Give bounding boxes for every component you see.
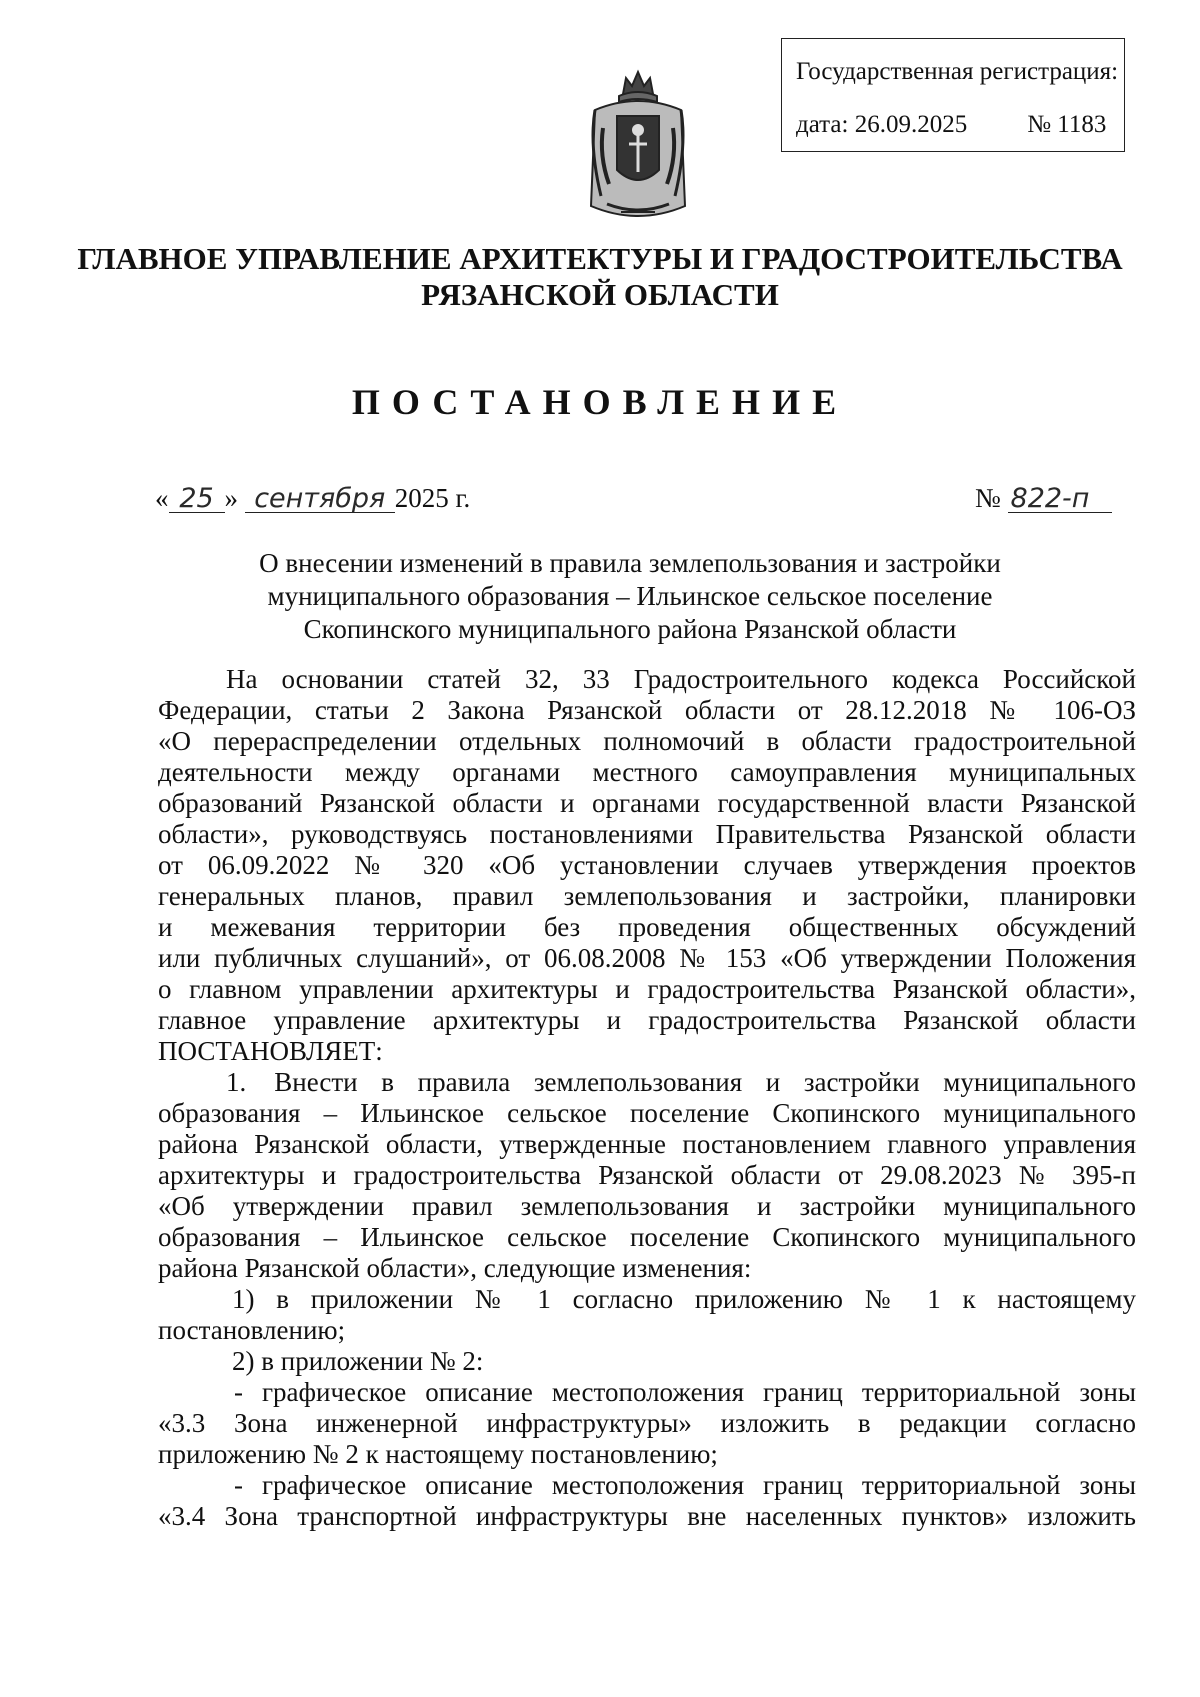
preamble-line: «О перераспределении отдельных полномочий в области градостроительной (158, 726, 1136, 756)
preamble-line: генеральных планов, правил землепользования и застройки, планировки (158, 881, 1136, 911)
handwritten-day: 25 (169, 485, 225, 513)
preamble-line: или публичных слушаний», от 06.08.2008 № 153 «Об утверждении Положения (158, 943, 1136, 973)
dash-item-1-line: - графическое описание местоположения границ территориальной зоны (234, 1377, 1136, 1407)
number-prefix: № (975, 483, 1001, 513)
date-close-quote: » (224, 483, 238, 513)
preamble-line: области», руководствуясь постановлениями Правительства Рязанской области (158, 819, 1136, 849)
registration-number: № 1183 (1027, 111, 1107, 138)
preamble-line: образований Рязанской области и органами государственной власти Рязанской (158, 788, 1136, 818)
preamble-line: от 06.09.2022 № 320 «Об установлении случаев утверждения проектов (158, 850, 1136, 880)
subject-line: Скопинского муниципального района Рязанской области (303, 614, 957, 644)
handwritten-number: 822-п (1008, 485, 1112, 513)
item-1-first-line (158, 1067, 1136, 1098)
item-1-line: района Рязанской области, утвержденные постановлением главного управления (158, 1129, 1136, 1159)
subitem-1-line: постановлению; (158, 1315, 346, 1345)
subitem-2-line: 2) в приложении № 2: (232, 1346, 484, 1376)
document-date (155, 485, 470, 513)
registration-date: дата: 26.09.2025 (796, 111, 968, 138)
preamble-line: главное управление архитектуры и градостроительства Рязанской области (158, 1005, 1136, 1035)
preamble-line: деятельности между органами местного самоуправления муниципальных (158, 757, 1136, 787)
preamble-line: На основании статей 32, 33 Градостроительного кодекса Российской (226, 664, 1136, 694)
item-1-line: архитектуры и градостроительства Рязанской области от 29.08.2023 № 395-п (158, 1160, 1136, 1190)
subject-line: муниципального образования – Ильинское сельское поселение (267, 581, 993, 611)
document-number (975, 485, 1112, 513)
item-1-line: района Рязанской области», следующие изменения: (158, 1253, 752, 1283)
date-open-quote: « (155, 483, 169, 513)
document-subject (150, 547, 1110, 646)
coat-of-arms-emblem (581, 66, 695, 226)
dash-item-2-line: - графическое описание местоположения границ территориальной зоны (234, 1470, 1136, 1500)
preamble-line: Федерации, статьи 2 Закона Рязанской области от 28.12.2018 № 106-ОЗ (158, 695, 1136, 725)
item-1-line: образования – Ильинское сельское поселение Скопинского муниципального (158, 1222, 1136, 1252)
item-1-text: Внести в правила землепользования и застройки муниципального (274, 1067, 1136, 1097)
date-year: 2025 г. (394, 483, 471, 513)
document-body (158, 664, 1136, 1532)
item-1-line: «Об утверждении правил землепользования и застройки муниципального (158, 1191, 1136, 1221)
preamble-line: и межевания территории без проведения общественных обсуждений (158, 912, 1136, 942)
dash-item-2-line: «3.4 Зона транспортной инфраструктуры вне населенных пунктов» изложить (158, 1501, 1136, 1531)
registration-title: Государственная регистрация: (796, 58, 1119, 85)
organization-name-line2: РЯЗАНСКОЙ ОБЛАСТИ (421, 277, 779, 312)
dash-item-1-line: «3.3 Зона инженерной инфраструктуры» изложить в редакции согласно (158, 1408, 1136, 1438)
dash-item-1-line: приложению № 2 к настоящему постановлению; (158, 1439, 718, 1469)
item-1-line: образования – Ильинское сельское поселение Скопинского муниципального (158, 1098, 1136, 1128)
registration-stamp (781, 38, 1125, 152)
registration-details (796, 112, 1124, 137)
document-type-title: ПОСТАНОВЛЕНИЕ (351, 382, 849, 422)
subject-line: О внесении изменений в правила землепользования и застройки (259, 548, 1001, 578)
subitem-1-line: 1) в приложении № 1 согласно приложению № 1 к настоящему (232, 1284, 1136, 1314)
preamble-line: о главном управлении архитектуры и градостроительства Рязанской области», (158, 974, 1136, 1004)
organization-name-line1: ГЛАВНОЕ УПРАВЛЕНИЕ АРХИТЕКТУРЫ И ГРАДОСТРОИТЕЛЬСТВА (77, 241, 1123, 276)
handwritten-month: сентября (245, 485, 395, 513)
decree-word: ПОСТАНОВЛЯЕТ: (158, 1036, 383, 1066)
item-1-number: 1. (226, 1067, 247, 1097)
